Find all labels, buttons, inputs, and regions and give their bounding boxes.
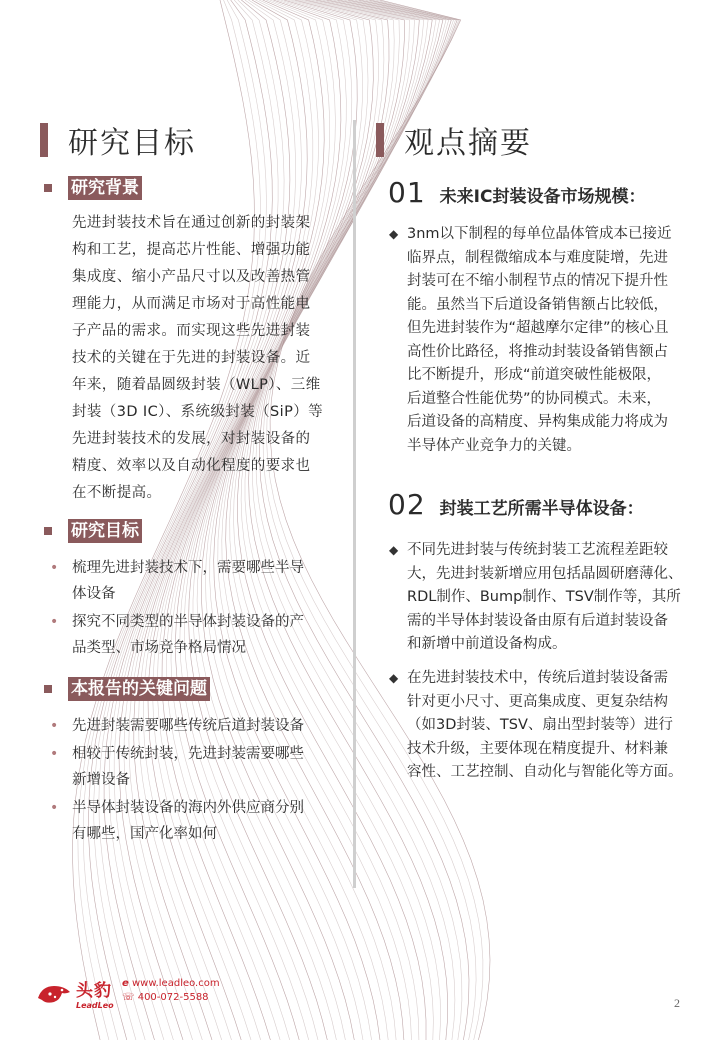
point-item-line: 和新增中前道设备构成。 <box>407 636 567 652</box>
page-number: 2 <box>674 996 680 1010</box>
point-item-line: （如3D封装、TSV、扇出型封装等）进行 <box>407 717 673 733</box>
objectives-list <box>50 555 332 663</box>
section-label: 研究目标 <box>68 519 142 543</box>
bullet-dot-icon: • <box>50 718 59 734</box>
section-label: 本报告的关键问题 <box>68 677 210 701</box>
questions-list <box>50 713 332 849</box>
point-item-line: 比不断提升，形成“前道突破性能极限， <box>407 367 662 383</box>
brand-name: 头豹 <box>76 981 112 1001</box>
paragraph-line: 理能力，从而满足市场对于高性能电 <box>72 296 311 312</box>
paragraph-line: 年来，随着晶圆级封装（WLP）、三维 <box>72 377 321 393</box>
paragraph-line: 精度、效率以及自动化程度的要求也 <box>72 458 311 474</box>
point-item-line: 封装可在不缩小制程节点的情况下提升性 <box>407 273 668 289</box>
paragraph-line: 封装（3D IC）、系统级封装（SiP）等 <box>72 404 324 420</box>
point-item <box>389 223 697 458</box>
paragraph-line: 先进封装技术旨在通过创新的封装架 <box>72 215 311 231</box>
point-item-line: 针对更小尺寸、更高集成度、更复杂结构 <box>407 693 668 710</box>
square-bullet-icon <box>44 527 52 535</box>
bullet-dot-icon: • <box>50 746 59 762</box>
point-item-line: 但先进封装作为“超越摩尔定律”的核心且 <box>407 320 669 336</box>
point-heading-text: 封装工艺所需半导体设备： <box>439 499 644 519</box>
list-item <box>50 555 332 607</box>
column-divider <box>353 120 356 888</box>
leopard-logo-icon <box>36 980 72 1006</box>
point-item-line: 后道设备的高精度、异构集成能力将成为 <box>407 414 668 430</box>
point-item-line: 后道整合性能优势”的协同模式。未来， <box>407 390 662 407</box>
list-item-line: 先进封装需要哪些传统后道封装设备 <box>72 718 304 734</box>
list-item-line: 半导体封装设备的海内外供应商分别 <box>72 800 304 816</box>
paragraph-line: 子产品的需求。而实现这些先进封装 <box>72 323 311 339</box>
list-item-line: 探究不同类型的半导体封装设备的产 <box>72 614 304 630</box>
point-heading <box>388 176 645 209</box>
paragraph-line: 构和工艺，提高芯片性能、增强功能 <box>72 242 311 258</box>
left-title-text: 研究目标 <box>68 126 196 161</box>
background-paragraph <box>72 210 332 507</box>
phone-icon: ☏ <box>122 992 135 1003</box>
square-bullet-icon <box>44 685 52 693</box>
point-item-line: 临界点，制程微缩成本与难度陡增，先进 <box>407 249 668 266</box>
right-column-title <box>376 118 532 162</box>
point-item-line: 高性价比路径，将推动封装设备销售额占 <box>407 343 668 360</box>
list-item-line: 体设备 <box>72 586 116 602</box>
leadleo-logo <box>36 976 114 1010</box>
point-number: 02 <box>388 488 426 521</box>
list-item-line: 梳理先进封装技术下，需要哪些半导 <box>72 560 304 576</box>
diamond-bullet-icon: ◆ <box>389 227 399 241</box>
list-item <box>50 795 332 847</box>
list-item <box>50 741 332 793</box>
section-heading-background <box>44 176 142 200</box>
point-item-line: 半导体产业竞争力的关键。 <box>407 437 581 454</box>
point-item <box>389 667 697 785</box>
point-item-line: 大，先进封装新增应用包括晶圆研磨薄化、 <box>407 565 683 582</box>
paragraph-line: 在不断提高。 <box>72 485 162 501</box>
list-item-line: 有哪些，国产化率如何 <box>72 826 217 842</box>
paragraph-line: 技术的关键在于先进的封装设备。近 <box>72 350 311 366</box>
section-label: 研究背景 <box>68 176 142 200</box>
section-heading-questions <box>44 677 210 701</box>
contact-info <box>122 977 220 1005</box>
point-item-line: 能。虽然当下后道设备销售额占比较低， <box>407 296 668 313</box>
point-item-line: 技术升级，主要体现在精度提升、材料兼 <box>407 740 668 757</box>
bullet-dot-icon: • <box>50 800 59 816</box>
point-item-line: 需的半导体封装设备由原有后道封装设备 <box>407 612 668 629</box>
paragraph-line: 先进封装技术的发展，对封装设备的 <box>72 431 311 447</box>
point-heading <box>388 488 644 521</box>
title-accent-bar <box>40 123 48 157</box>
square-bullet-icon <box>44 184 52 192</box>
left-column-title <box>40 118 196 162</box>
list-item-line: 品类型、市场竞争格局情况 <box>72 640 246 656</box>
list-item-line: 相较于传统封装，先进封装需要哪些 <box>72 746 304 762</box>
brand-name-en: LeadLeo <box>76 1001 114 1010</box>
bullet-dot-icon: • <box>50 614 59 630</box>
bullet-dot-icon: • <box>50 560 59 576</box>
point-number: 01 <box>388 176 426 209</box>
website-text[interactable]: www.leadleo.com <box>131 978 220 989</box>
diamond-bullet-icon: ◆ <box>389 543 399 557</box>
point-item-line: 容性、工艺控制、自动化与智能化等方面。 <box>407 764 683 780</box>
point-item <box>389 539 697 657</box>
point-item-line: 3nm以下制程的每单位晶体管成本已接近 <box>407 226 672 242</box>
section-heading-objectives <box>44 519 142 543</box>
title-accent-bar <box>376 123 384 157</box>
paragraph-line: 集成度、缩小产品尺寸以及改善热管 <box>72 269 311 285</box>
list-item-line: 新增设备 <box>72 772 130 788</box>
point-item-line: 不同先进封装与传统封装工艺流程差距较 <box>407 542 668 558</box>
point-item-line: RDL制作、Bump制作、TSV制作等，其所 <box>407 589 681 605</box>
point-heading-text: 未来IC封装设备市场规模： <box>439 187 646 207</box>
right-title-text: 观点摘要 <box>404 126 532 161</box>
phone-text: 400-072-5588 <box>137 992 209 1003</box>
diamond-bullet-icon: ◆ <box>389 671 399 685</box>
point-item-line: 在先进封装技术中，传统后道封装设备需 <box>407 670 668 686</box>
list-item <box>50 609 332 661</box>
web-icon: e <box>122 978 129 989</box>
list-item <box>50 713 332 739</box>
